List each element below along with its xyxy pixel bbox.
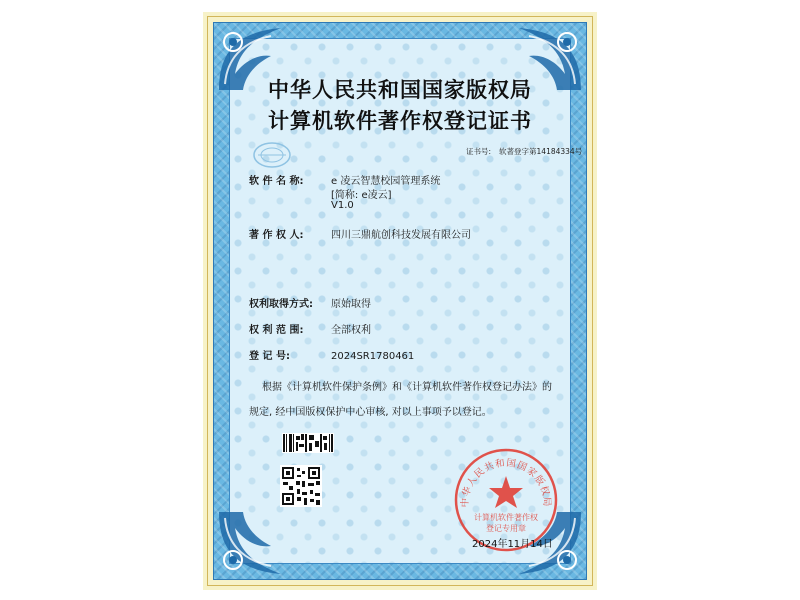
field-acquisition-method [249,295,371,310]
certificate-number-value: 软著登字第14184334号 [499,147,583,156]
statement-line-2: 规定, 经中国版权保护中心审核, 对以上事项予以登记。 [249,407,492,418]
field-rights-scope [249,321,371,336]
copyright-owner-value: 四川三鼎航创科技发展有限公司 [331,230,471,241]
certificate-number [466,146,582,157]
copyright-owner-label: 著 作 权 人: [249,230,304,241]
qr-code-icon [280,465,322,507]
svg-text:登记专用章: 登记专用章 [486,524,526,533]
field-copyright-owner [249,226,471,241]
software-short-name: [简称: e凌云] [331,190,392,201]
certificate-title: 计算机软件著作权登记证书 [268,108,532,133]
software-version: V1.0 [331,200,354,211]
acquisition-method-label: 权利取得方式: [249,299,313,310]
svg-text:计算机软件著作权: 计算机软件著作权 [474,513,538,522]
svg-text:中华人民共和国国家版权局: 中华人民共和国国家版权局 [459,457,553,508]
corner-ornament-icon [215,508,285,578]
registration-number-label: 登 记 号: [249,351,290,362]
field-software-name [249,172,440,187]
registration-number-value: 2024SR1780461 [331,351,415,362]
certificate-title-authority: 中华人民共和国国家版权局 [268,77,532,102]
software-name-label: 软 件 名 称: [249,176,304,187]
certificate-number-label: 证书号: [466,147,492,156]
rights-scope-value: 全部权利 [331,325,371,336]
emblem-icon [252,140,292,170]
rights-scope-label: 权 利 范 围: [249,325,304,336]
barcode-icon [282,433,334,453]
acquisition-method-value: 原始取得 [331,299,371,310]
field-registration-number [249,347,414,362]
statement-line-1: 根据《计算机软件保护条例》和《计算机软件著作权登记办法》的 [262,382,552,393]
issue-date: 2024年11月14日 [472,539,553,550]
software-name-value: e 凌云智慧校园管理系统 [331,176,441,187]
